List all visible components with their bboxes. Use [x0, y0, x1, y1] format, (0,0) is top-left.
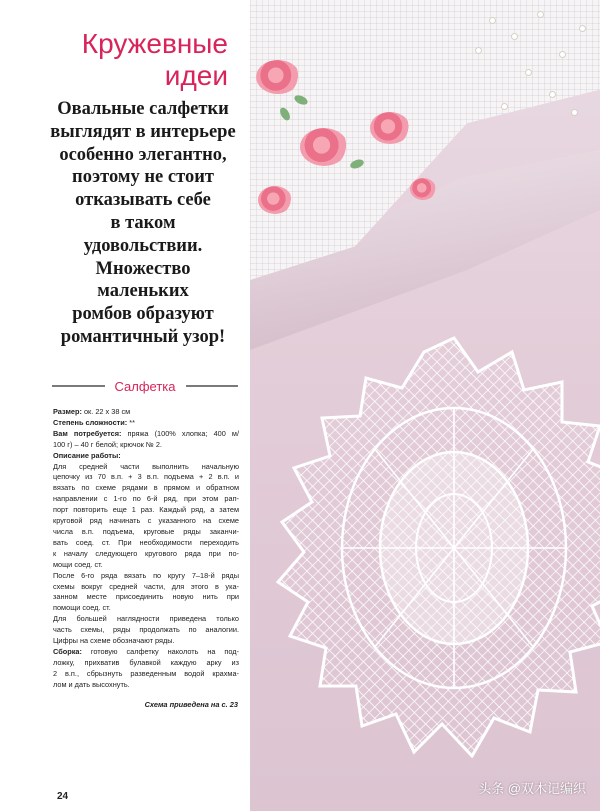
intro-paragraph	[40, 98, 246, 349]
intro-line: удовольствии.	[83, 235, 203, 256]
materials-value: пряжа (100% хлопка; 400 м/	[127, 428, 239, 438]
body-line: помощи соед. ст.	[53, 603, 111, 613]
size-label: Размер:	[53, 407, 82, 416]
assembly-label: Сборка:	[53, 646, 82, 656]
rose-print	[410, 178, 436, 200]
gypsophila-blossom	[550, 92, 555, 97]
assembly-line	[53, 647, 239, 658]
body-line: Для большей наглядности приведена только	[53, 614, 239, 624]
body-line: часть схемы, ряды продолжать по аналогии.	[53, 625, 239, 635]
gypsophila-blossom	[502, 104, 507, 109]
rose-print	[370, 112, 410, 144]
intro-line: выглядят в интерьере	[50, 121, 236, 142]
gypsophila-blossom	[560, 52, 565, 57]
gypsophila-blossom	[512, 34, 517, 39]
assembly-line: лом и дать высохнуть.	[53, 679, 130, 689]
body-line: Цифры на схеме обозначают ряды.	[53, 636, 175, 646]
intro-line: Множество	[95, 258, 191, 279]
gypsophila-blossom	[580, 26, 585, 31]
body-line: к началу следующего кругового ряда при по-	[53, 548, 239, 558]
page-number: 24	[57, 791, 69, 802]
intro-line: в таком	[110, 212, 176, 233]
gypsophila-blossom	[490, 18, 495, 23]
difficulty-value: **	[129, 417, 135, 427]
body-line: круговой ряд начинать с указанного на схеме	[53, 516, 239, 526]
pattern-instructions	[53, 407, 239, 691]
intro-line: поэтому не стоит	[72, 167, 214, 188]
gypsophila-blossom	[538, 12, 543, 17]
pattern-heading	[52, 378, 238, 394]
size-line	[53, 407, 239, 418]
difficulty-line	[53, 418, 239, 429]
gypsophila-blossom	[572, 110, 577, 115]
body-line: порт повторить еще 1 раз. Каждый ряд, а затем	[53, 505, 239, 515]
intro-line: романтичный узор!	[60, 326, 226, 347]
body-line: вать соед. ст. При необходимости переходить	[53, 537, 239, 547]
body-line: схемы вокруг средней части, для этого в ука-	[53, 581, 239, 591]
body-line: числа в.п. подъема, круговые ряды заканчи-	[53, 526, 239, 536]
pattern-name: Салфетка	[114, 378, 176, 394]
intro-line: ромбов образуют	[72, 304, 214, 325]
lace-doily-photo	[250, 0, 600, 811]
page-title: Кружевные идеи	[81, 28, 228, 91]
watermark: 头条 @双木记编织	[478, 781, 586, 796]
rose-print	[258, 186, 292, 214]
body-line: мощи соед. ст.	[53, 559, 103, 569]
scheme-reference: Схема приведена на с. 23	[144, 700, 238, 709]
body-line: вязать по схеме рядами в прямом и обратном	[53, 483, 239, 493]
assembly-line: 2 в.п., сбрызнуть разведенным водой крахма-	[53, 668, 239, 678]
divider	[52, 385, 105, 387]
body-line: занном месте присоединить новую нить при	[53, 592, 239, 602]
body-line: После 6-го ряда вязать по кругу 7–18-й ряды	[53, 570, 239, 580]
description-label: Описание работы:	[53, 450, 121, 460]
materials-line	[53, 429, 239, 440]
rose-print	[300, 128, 348, 166]
gypsophila-blossom	[476, 48, 481, 53]
intro-line: отказывать себе	[75, 190, 211, 211]
materials-label: Вам потребуется:	[53, 428, 122, 438]
description-line	[53, 451, 239, 462]
assembly-line: ложку, прихватив булавкой каждую арку из	[53, 657, 239, 667]
body-line: цепочку из 70 в.п. + 3 в.п. подъема + 2 в.п. и	[53, 472, 239, 482]
divider	[186, 385, 239, 387]
assembly-text: готовую салфетку наколоть на под-	[90, 646, 240, 656]
intro-line: Овальные салфетки	[57, 99, 229, 119]
difficulty-label: Степень сложности:	[53, 417, 128, 427]
body-line: Для средней части выполнить начальную	[53, 461, 239, 471]
crochet-doily	[276, 328, 600, 758]
body-line: направлении с 1-го по 6-й ряд, при этом рап-	[53, 494, 239, 504]
intro-line: маленьких	[97, 281, 189, 302]
materials-line: 100 г) – 40 г белой; крючок № 2.	[53, 439, 162, 449]
size-value: ок. 22 х 38 см	[83, 407, 131, 416]
gypsophila-blossom	[526, 70, 531, 75]
rose-print	[256, 60, 300, 94]
intro-line: особенно элегантно,	[59, 144, 227, 165]
doily-spokes	[342, 408, 566, 688]
